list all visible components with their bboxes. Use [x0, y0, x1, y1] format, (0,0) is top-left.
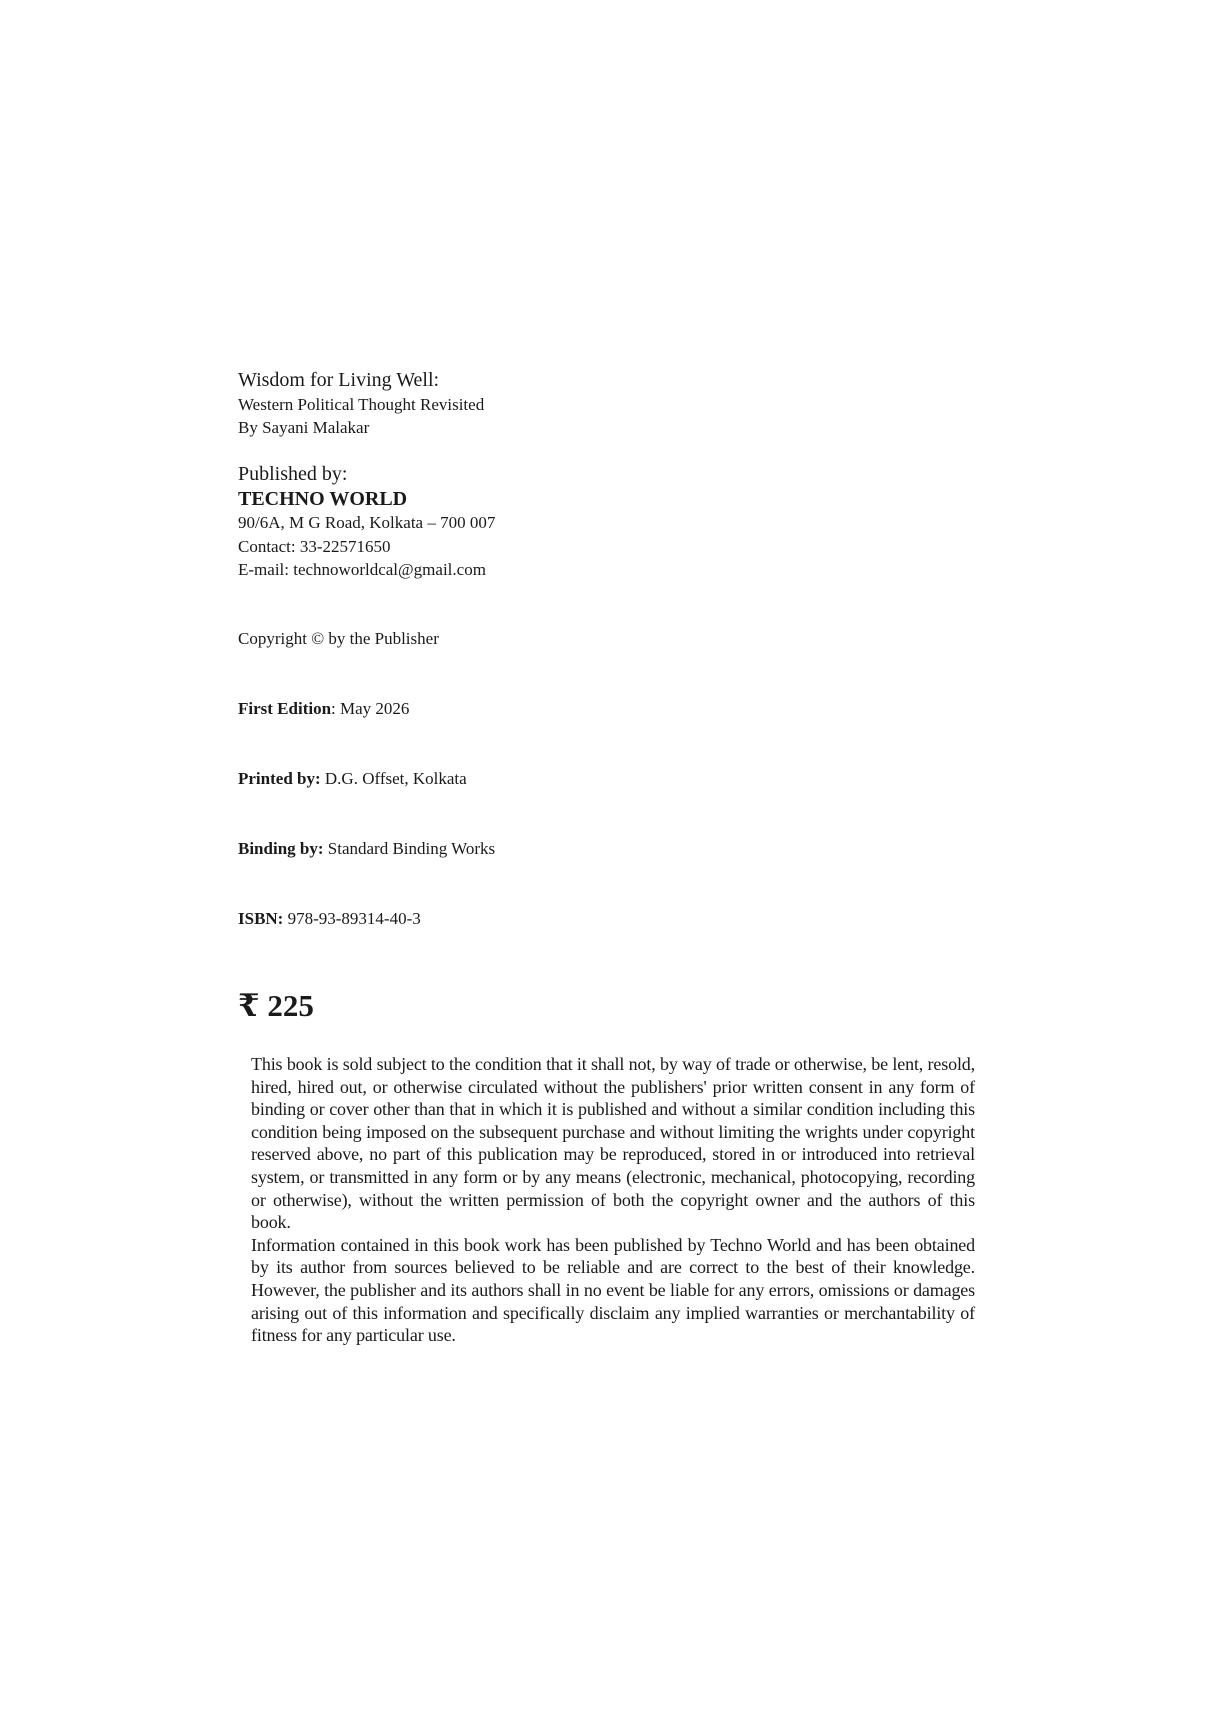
book-info: [238, 367, 484, 439]
book-title: Wisdom for Living Well:: [238, 369, 440, 391]
isbn-value: 978-93-89314-40-3: [283, 909, 421, 928]
isbn-line: [238, 908, 421, 930]
binding-by-line: [238, 838, 495, 860]
copyright-notice: Copyright © by the Publisher: [238, 629, 439, 648]
book-subtitle: Western Political Thought Revisited: [238, 395, 485, 414]
disclaimer-text: [251, 1053, 975, 1347]
edition-line: [238, 698, 409, 720]
publisher-name: TECHNO WORLD: [238, 488, 408, 510]
printed-by-line: [238, 768, 467, 790]
publisher-address: 90/6A, M G Road, Kolkata – 700 007: [238, 513, 496, 532]
printed-by-value: D.G. Offset, Kolkata: [320, 769, 467, 788]
edition-label: First Edition: [238, 699, 332, 718]
binding-by-label: Binding by:: [238, 839, 324, 858]
book-author: By Sayani Malakar: [238, 418, 370, 437]
publisher-email: E-mail: technoworldcal@gmail.com: [238, 560, 486, 579]
publisher-contact: Contact: 33-22571650: [238, 536, 391, 556]
price: ₹ 225: [238, 988, 314, 1023]
isbn-label: ISBN:: [238, 909, 284, 928]
published-by-heading: Published by:: [238, 463, 348, 485]
disclaimer-paragraph-1: This book is sold subject to the condition that it shall not, by way of trade or otherwise, be lent, resold, hired, hired out, or otherwise circulated without the publishers' prior written consent in any form of binding or cover other than that in which it is published and without a similar condition including this condition being imposed on the subsequent purchase and without limiting the wrights under copyright reserved above, no part of this publication may be reproduced, stored in or introduced into retrieval system, or transmitted in any form or by any means (electronic, mechanical, photocopying, recording or otherwise), without the written permission of both the copyright owner and the authors of this book.: [251, 1054, 975, 1233]
edition-value: : May 2026: [331, 699, 410, 718]
binding-by-value: Standard Binding Works: [323, 839, 496, 858]
disclaimer-paragraph-2: Information contained in this book work has been published by Techno World and has been obtained by its author from sources believed to be reliable and are correct to the best of their knowledge. However, the publisher and its authors shall in no event be liable for any errors, omissions or damages arising out of this information and specifically disclaim any implied warranties or merchantability of fitness for any particular use.: [251, 1234, 975, 1346]
publisher-info: [238, 461, 495, 582]
printed-by-label: Printed by:: [238, 769, 321, 788]
